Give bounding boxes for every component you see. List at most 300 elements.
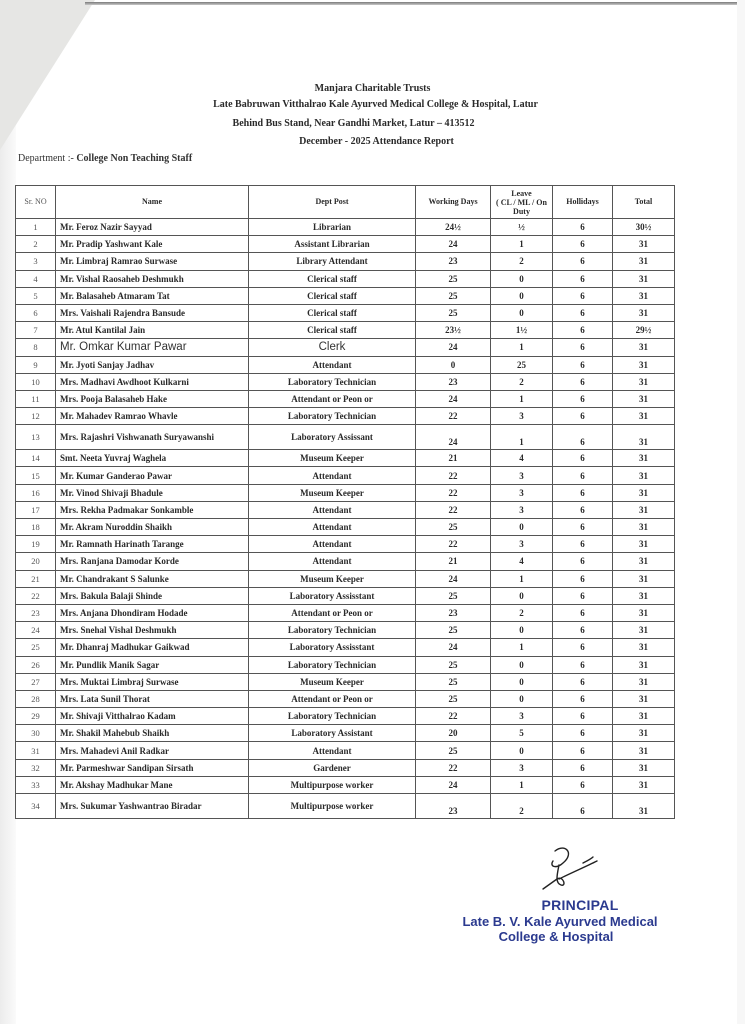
row-dept-post: Museum Keeper <box>249 673 416 690</box>
row-leave: 1 <box>491 776 553 793</box>
row-dept-post: Museum Keeper <box>249 484 416 501</box>
row-holidays: 6 <box>553 467 613 484</box>
college-address: Behind Bus Stand, Near Gandhi Market, Latur – 413512 <box>232 118 475 129</box>
row-name: Mr. Omkar Kumar Pawar <box>56 339 249 356</box>
row-total: 31 <box>613 425 675 450</box>
row-holidays: 6 <box>553 690 613 707</box>
row-sr-no: 31 <box>16 742 56 759</box>
row-dept-post: Attendant or Peon or <box>249 690 416 707</box>
row-name: Mr. Vishal Raosaheb Deshmukh <box>56 270 249 287</box>
table-row <box>16 236 675 253</box>
table-row <box>16 287 675 304</box>
row-working-days: 24 <box>416 390 491 407</box>
signature-icon <box>535 845 605 895</box>
row-total: 31 <box>613 450 675 467</box>
row-holidays: 6 <box>553 304 613 321</box>
row-holidays: 6 <box>553 673 613 690</box>
row-sr-no: 16 <box>16 484 56 501</box>
row-leave: 5 <box>491 725 553 742</box>
row-name: Mr. Parmeshwar Sandipan Sirsath <box>56 759 249 776</box>
row-leave: 0 <box>491 656 553 673</box>
row-holidays: 6 <box>553 339 613 356</box>
column-header-dept-post: Dept Post <box>249 186 416 219</box>
row-total: 31 <box>613 236 675 253</box>
row-sr-no: 32 <box>16 759 56 776</box>
row-dept-post: Attendant <box>249 501 416 518</box>
row-name: Mr. Kumar Ganderao Pawar <box>56 467 249 484</box>
row-dept-post: Laboratory Assisstant <box>249 587 416 604</box>
row-leave: 3 <box>491 536 553 553</box>
table-row <box>16 408 675 425</box>
department-value: College Non Teaching Staff <box>76 153 193 164</box>
row-sr-no: 25 <box>16 639 56 656</box>
row-holidays: 6 <box>553 604 613 621</box>
row-sr-no: 34 <box>16 794 56 819</box>
row-holidays: 6 <box>553 253 613 270</box>
row-dept-post: Attendant or Peon or <box>249 604 416 621</box>
row-total: 31 <box>613 656 675 673</box>
row-holidays: 6 <box>553 519 613 536</box>
row-dept-post: Clerical staff <box>249 287 416 304</box>
row-sr-no: 26 <box>16 656 56 673</box>
row-working-days: 24 <box>416 339 491 356</box>
row-total: 31 <box>613 794 675 819</box>
row-dept-post: Laboratory Technician <box>249 708 416 725</box>
row-name: Mr. Dhanraj Madhukar Gaikwad <box>56 639 249 656</box>
row-total: 31 <box>613 373 675 390</box>
row-working-days: 25 <box>416 587 491 604</box>
row-sr-no: 11 <box>16 390 56 407</box>
row-working-days: 25 <box>416 287 491 304</box>
table-row <box>16 776 675 793</box>
attendance-table <box>15 185 675 819</box>
row-holidays: 6 <box>553 390 613 407</box>
row-sr-no: 10 <box>16 373 56 390</box>
row-leave: 25 <box>491 356 553 373</box>
row-name: Mrs. Ranjana Damodar Korde <box>56 553 249 570</box>
row-name: Mr. Akshay Madhukar Mane <box>56 776 249 793</box>
row-holidays: 6 <box>553 322 613 339</box>
row-sr-no: 5 <box>16 287 56 304</box>
row-sr-no: 14 <box>16 450 56 467</box>
row-holidays: 6 <box>553 408 613 425</box>
row-sr-no: 1 <box>16 219 56 236</box>
leave-header-line1: Leave <box>511 188 532 198</box>
row-name: Mrs. Snehal Vishal Deshmukh <box>56 622 249 639</box>
table-row <box>16 553 675 570</box>
row-sr-no: 21 <box>16 570 56 587</box>
row-dept-post: Laboratory Technician <box>249 408 416 425</box>
row-dept-post: Laboratory Technician <box>249 373 416 390</box>
row-total: 31 <box>613 587 675 604</box>
table-row <box>16 536 675 553</box>
row-sr-no: 18 <box>16 519 56 536</box>
row-total: 31 <box>613 536 675 553</box>
row-sr-no: 28 <box>16 690 56 707</box>
row-leave: 2 <box>491 794 553 819</box>
table-row <box>16 501 675 518</box>
row-working-days: 21 <box>416 553 491 570</box>
row-working-days: 23½ <box>416 322 491 339</box>
table-row <box>16 519 675 536</box>
row-leave: 1 <box>491 570 553 587</box>
row-working-days: 24 <box>416 570 491 587</box>
column-header-working-days: Working Days <box>416 186 491 219</box>
principal-stamp <box>440 897 680 944</box>
row-holidays: 6 <box>553 587 613 604</box>
column-header-leave <box>491 186 553 219</box>
table-row <box>16 390 675 407</box>
row-dept-post: Museum Keeper <box>249 450 416 467</box>
row-total: 31 <box>613 759 675 776</box>
table-row <box>16 484 675 501</box>
table-row <box>16 467 675 484</box>
row-total: 31 <box>613 553 675 570</box>
table-row <box>16 587 675 604</box>
row-sr-no: 24 <box>16 622 56 639</box>
table-row <box>16 673 675 690</box>
row-leave: 3 <box>491 408 553 425</box>
row-leave: 1½ <box>491 322 553 339</box>
row-working-days: 22 <box>416 484 491 501</box>
row-sr-no: 22 <box>16 587 56 604</box>
row-holidays: 6 <box>553 794 613 819</box>
row-name: Mr. Pundlik Manik Sagar <box>56 656 249 673</box>
row-leave: 0 <box>491 270 553 287</box>
row-leave: 3 <box>491 484 553 501</box>
table-row <box>16 794 675 819</box>
stamp-title: PRINCIPAL <box>541 897 619 913</box>
column-header-name: Name <box>56 186 249 219</box>
row-working-days: 25 <box>416 304 491 321</box>
table-row <box>16 690 675 707</box>
table-row <box>16 270 675 287</box>
row-name: Mr. Balasaheb Atmaram Tat <box>56 287 249 304</box>
table-row <box>16 219 675 236</box>
row-dept-post: Museum Keeper <box>249 570 416 587</box>
row-leave: 3 <box>491 759 553 776</box>
row-working-days: 24 <box>416 425 491 450</box>
row-leave: 3 <box>491 708 553 725</box>
row-dept-post: Multipurpose worker <box>249 776 416 793</box>
row-dept-post: Laboratory Assistant <box>249 725 416 742</box>
row-working-days: 21 <box>416 450 491 467</box>
row-total: 31 <box>613 467 675 484</box>
row-working-days: 23 <box>416 373 491 390</box>
row-total: 31 <box>613 253 675 270</box>
row-dept-post: Library Attendant <box>249 253 416 270</box>
row-sr-no: 7 <box>16 322 56 339</box>
row-sr-no: 29 <box>16 708 56 725</box>
row-sr-no: 23 <box>16 604 56 621</box>
row-leave: 0 <box>491 622 553 639</box>
row-name: Mrs. Vaishali Rajendra Bansude <box>56 304 249 321</box>
table-row <box>16 570 675 587</box>
row-working-days: 25 <box>416 622 491 639</box>
row-holidays: 6 <box>553 639 613 656</box>
table-row <box>16 450 675 467</box>
row-working-days: 0 <box>416 356 491 373</box>
row-working-days: 24 <box>416 236 491 253</box>
row-leave: 0 <box>491 519 553 536</box>
row-total: 31 <box>613 570 675 587</box>
row-name: Mr. Mahadev Ramrao Whavle <box>56 408 249 425</box>
row-leave: 1 <box>491 390 553 407</box>
scan-right-edge <box>737 0 745 1024</box>
row-leave: 4 <box>491 553 553 570</box>
row-total: 31 <box>613 304 675 321</box>
row-leave: 0 <box>491 742 553 759</box>
row-holidays: 6 <box>553 776 613 793</box>
table-row <box>16 725 675 742</box>
row-leave: 0 <box>491 287 553 304</box>
row-working-days: 22 <box>416 708 491 725</box>
row-leave: 2 <box>491 253 553 270</box>
row-sr-no: 13 <box>16 425 56 450</box>
row-name: Mrs. Lata Sunil Thorat <box>56 690 249 707</box>
row-leave: 3 <box>491 501 553 518</box>
row-working-days: 25 <box>416 519 491 536</box>
row-total: 31 <box>613 501 675 518</box>
stamp-line-hospital: College & Hospital <box>498 929 614 944</box>
row-leave: 2 <box>491 604 553 621</box>
scan-left-shadow <box>0 0 16 1024</box>
row-dept-post: Clerical staff <box>249 322 416 339</box>
table-row <box>16 356 675 373</box>
row-working-days: 23 <box>416 794 491 819</box>
row-working-days: 22 <box>416 408 491 425</box>
row-sr-no: 17 <box>16 501 56 518</box>
row-name: Mr. Pradip Yashwant Kale <box>56 236 249 253</box>
row-leave: 0 <box>491 690 553 707</box>
row-working-days: 25 <box>416 673 491 690</box>
row-holidays: 6 <box>553 450 613 467</box>
row-holidays: 6 <box>553 622 613 639</box>
row-sr-no: 15 <box>16 467 56 484</box>
row-holidays: 6 <box>553 373 613 390</box>
row-holidays: 6 <box>553 356 613 373</box>
row-dept-post: Laboratory Assisstant <box>249 639 416 656</box>
row-holidays: 6 <box>553 484 613 501</box>
row-holidays: 6 <box>553 570 613 587</box>
row-dept-post: Laboratory Technician <box>249 656 416 673</box>
table-row <box>16 742 675 759</box>
row-sr-no: 2 <box>16 236 56 253</box>
row-working-days: 22 <box>416 501 491 518</box>
row-holidays: 6 <box>553 536 613 553</box>
row-name: Mr. Shakil Mahebub Shaikh <box>56 725 249 742</box>
row-working-days: 24 <box>416 639 491 656</box>
table-row <box>16 656 675 673</box>
row-total: 31 <box>613 622 675 639</box>
row-total: 31 <box>613 484 675 501</box>
table-row <box>16 759 675 776</box>
row-name: Mrs. Pooja Balasaheb Hake <box>56 390 249 407</box>
row-name: Mrs. Rajashri Vishwanath Suryawanshi <box>56 425 249 450</box>
row-working-days: 25 <box>416 656 491 673</box>
row-dept-post: Clerical staff <box>249 270 416 287</box>
row-dept-post: Laboratory Assissant <box>249 425 416 450</box>
row-name: Mrs. Anjana Dhondiram Hodade <box>56 604 249 621</box>
row-name: Mr. Akram Nuroddin Shaikh <box>56 519 249 536</box>
table-row <box>16 304 675 321</box>
row-total: 31 <box>613 742 675 759</box>
row-holidays: 6 <box>553 742 613 759</box>
row-name: Mr. Limbraj Ramrao Surwase <box>56 253 249 270</box>
row-working-days: 25 <box>416 690 491 707</box>
row-dept-post: Attendant or Peon or <box>249 390 416 407</box>
row-sr-no: 30 <box>16 725 56 742</box>
row-working-days: 25 <box>416 742 491 759</box>
table-row <box>16 622 675 639</box>
row-total: 31 <box>613 270 675 287</box>
row-dept-post: Attendant <box>249 467 416 484</box>
row-total: 31 <box>613 356 675 373</box>
row-dept-post: Attendant <box>249 553 416 570</box>
row-holidays: 6 <box>553 759 613 776</box>
row-sr-no: 3 <box>16 253 56 270</box>
row-total: 29½ <box>613 322 675 339</box>
row-dept-post: Multipurpose worker <box>249 794 416 819</box>
row-holidays: 6 <box>553 219 613 236</box>
row-sr-no: 20 <box>16 553 56 570</box>
row-leave: ½ <box>491 219 553 236</box>
row-dept-post: Assistant Librarian <box>249 236 416 253</box>
row-sr-no: 33 <box>16 776 56 793</box>
row-leave: 1 <box>491 639 553 656</box>
row-holidays: 6 <box>553 236 613 253</box>
row-working-days: 22 <box>416 536 491 553</box>
table-row <box>16 639 675 656</box>
row-sr-no: 4 <box>16 270 56 287</box>
row-total: 31 <box>613 639 675 656</box>
table-row <box>16 253 675 270</box>
row-sr-no: 12 <box>16 408 56 425</box>
row-dept-post: Gardener <box>249 759 416 776</box>
table-row <box>16 373 675 390</box>
row-dept-post: Librarian <box>249 219 416 236</box>
row-total: 31 <box>613 287 675 304</box>
row-dept-post: Attendant <box>249 536 416 553</box>
row-leave: 1 <box>491 339 553 356</box>
row-leave: 2 <box>491 373 553 390</box>
row-name: Mrs. Bakula Balaji Shinde <box>56 587 249 604</box>
row-dept-post: Laboratory Technician <box>249 622 416 639</box>
row-holidays: 6 <box>553 725 613 742</box>
row-total: 31 <box>613 725 675 742</box>
row-sr-no: 8 <box>16 339 56 356</box>
row-dept-post: Clerk <box>249 339 416 356</box>
row-total: 31 <box>613 408 675 425</box>
row-working-days: 24 <box>416 776 491 793</box>
row-name: Smt. Neeta Yuvraj Waghela <box>56 450 249 467</box>
row-holidays: 6 <box>553 553 613 570</box>
row-holidays: 6 <box>553 287 613 304</box>
row-name: Mrs. Sukumar Yashwantrao Biradar <box>56 794 249 819</box>
table-row <box>16 604 675 621</box>
row-holidays: 6 <box>553 501 613 518</box>
department-label: Department :- <box>18 153 74 164</box>
row-leave: 4 <box>491 450 553 467</box>
row-dept-post: Attendant <box>249 742 416 759</box>
row-sr-no: 9 <box>16 356 56 373</box>
column-header-total: Total <box>613 186 675 219</box>
row-dept-post: Clerical staff <box>249 304 416 321</box>
row-leave: 1 <box>491 425 553 450</box>
row-total: 31 <box>613 690 675 707</box>
row-leave: 3 <box>491 467 553 484</box>
signature-block <box>440 845 680 965</box>
row-name: Mrs. Madhavi Awdhoot Kulkarni <box>56 373 249 390</box>
row-leave: 0 <box>491 304 553 321</box>
trust-name: Manjara Charitable Trusts <box>314 83 431 94</box>
row-leave: 0 <box>491 673 553 690</box>
row-working-days: 22 <box>416 759 491 776</box>
row-total: 31 <box>613 339 675 356</box>
row-total: 31 <box>613 708 675 725</box>
row-sr-no: 6 <box>16 304 56 321</box>
row-name: Mr. Atul Kantilal Jain <box>56 322 249 339</box>
department-line <box>18 153 192 164</box>
row-total: 31 <box>613 673 675 690</box>
row-name: Mr. Ramnath Harinath Tarange <box>56 536 249 553</box>
row-name: Mr. Chandrakant S Salunke <box>56 570 249 587</box>
row-sr-no: 19 <box>16 536 56 553</box>
row-working-days: 25 <box>416 270 491 287</box>
row-working-days: 20 <box>416 725 491 742</box>
row-holidays: 6 <box>553 656 613 673</box>
row-holidays: 6 <box>553 425 613 450</box>
row-total: 30½ <box>613 219 675 236</box>
row-leave: 0 <box>491 587 553 604</box>
column-header-holidays: Hollidays <box>553 186 613 219</box>
row-leave: 1 <box>491 236 553 253</box>
column-header-sr-no: Sr. NO <box>16 186 56 219</box>
row-name: Mr. Feroz Nazir Sayyad <box>56 219 249 236</box>
row-working-days: 22 <box>416 467 491 484</box>
table-row <box>16 339 675 356</box>
row-dept-post: Attendant <box>249 519 416 536</box>
row-working-days: 23 <box>416 253 491 270</box>
row-total: 31 <box>613 519 675 536</box>
stamp-line-college: Late B. V. Kale Ayurved Medical <box>462 914 658 929</box>
scan-top-edge <box>85 2 745 5</box>
table-row <box>16 708 675 725</box>
table-row <box>16 425 675 450</box>
leave-header-line2: ( CL / ML / On <box>496 197 547 207</box>
row-name: Mr. Vinod Shivaji Bhadule <box>56 484 249 501</box>
table-header-row <box>16 186 675 219</box>
row-name: Mr. Shivaji Vitthalrao Kadam <box>56 708 249 725</box>
row-name: Mrs. Mahadevi Anil Radkar <box>56 742 249 759</box>
row-working-days: 24½ <box>416 219 491 236</box>
row-total: 31 <box>613 604 675 621</box>
table-body <box>16 219 675 819</box>
row-name: Mrs. Rekha Padmakar Sonkamble <box>56 501 249 518</box>
table-row <box>16 322 675 339</box>
row-total: 31 <box>613 776 675 793</box>
row-holidays: 6 <box>553 708 613 725</box>
row-working-days: 23 <box>416 604 491 621</box>
row-name: Mr. Jyoti Sanjay Jadhav <box>56 356 249 373</box>
row-holidays: 6 <box>553 270 613 287</box>
row-total: 31 <box>613 390 675 407</box>
college-name: Late Babruwan Vitthalrao Kale Ayurved Medical College & Hospital, Latur <box>213 99 538 110</box>
report-title: December - 2025 Attendance Report <box>299 136 454 147</box>
row-name: Mrs. Muktai Limbraj Surwase <box>56 673 249 690</box>
row-dept-post: Attendant <box>249 356 416 373</box>
leave-header-line3: Duty <box>513 206 530 216</box>
